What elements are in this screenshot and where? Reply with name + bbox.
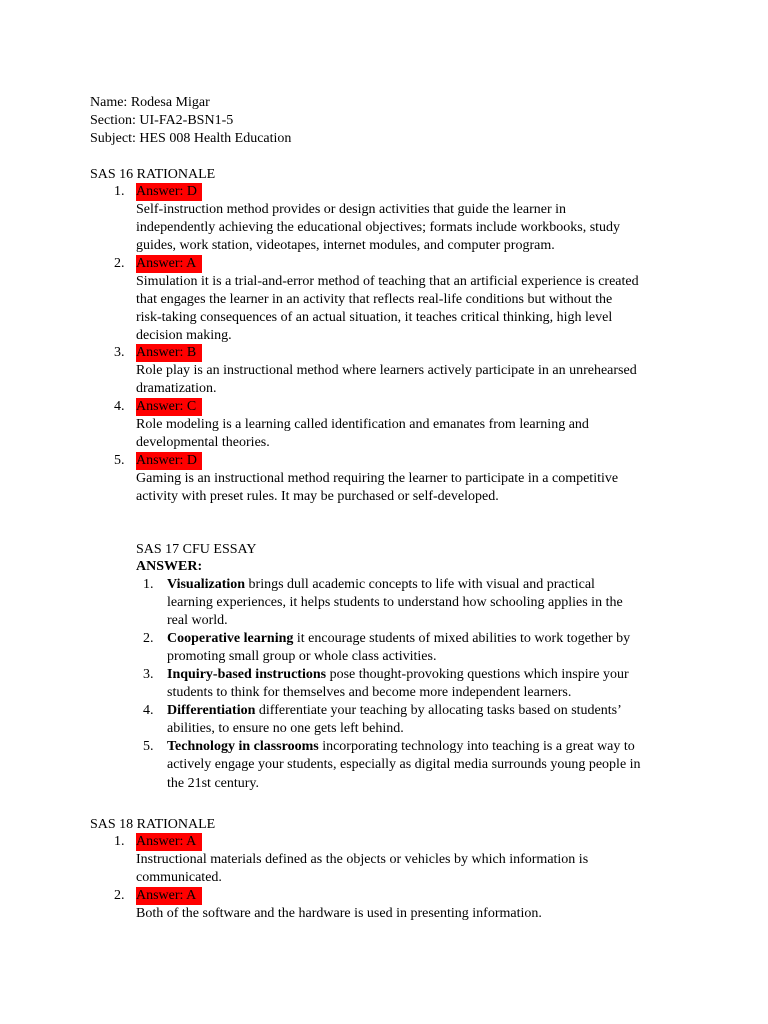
sas16-item3-number: 3.: [114, 345, 125, 360]
sas17-item4-number: 4.: [143, 703, 154, 718]
sas16-item2-answer: Answer: A: [136, 255, 202, 273]
sas17-item1-number: 1.: [143, 577, 154, 592]
sas16-item1-answer: Answer: D: [136, 183, 202, 201]
sas17-item3-number: 3.: [143, 667, 154, 682]
sas17-item2-number: 2.: [143, 631, 154, 646]
student-subject: Subject: HES 008 Health Education: [90, 131, 292, 146]
sas16-item1-line3: guides, work station, videotapes, internet modules, and computer program.: [136, 238, 555, 253]
sas18-item2-answer: Answer: A: [136, 887, 202, 905]
sas16-item3-line2: dramatization.: [136, 381, 217, 396]
sas17-title: SAS 17 CFU ESSAY: [136, 542, 257, 557]
sas18-item2-number: 2.: [114, 888, 125, 903]
sas17-item5-first: incorporating technology into teaching is a great way to: [318, 739, 635, 754]
sas16-item1-number: 1.: [114, 184, 125, 199]
sas16-item2-line4: decision making.: [136, 328, 232, 343]
sas17-item5-number: 5.: [143, 739, 154, 754]
sas16-item3-line1: Role play is an instructional method where learners actively participate in an unrehearsed: [136, 363, 637, 378]
sas16-item4-line2: developmental theories.: [136, 435, 270, 450]
student-name: Name: Rodesa Migar: [90, 95, 210, 110]
sas18-item1-answer: Answer: A: [136, 833, 202, 851]
sas17-item4-term: Differentiation: [167, 703, 256, 718]
sas17-item4-line1: [167, 702, 622, 720]
sas17-item2-term: Cooperative learning: [167, 631, 294, 646]
sas18-item1-line1: Instructional materials defined as the objects or vehicles by which information is: [136, 852, 589, 867]
sas16-item5-number: 5.: [114, 453, 125, 468]
sas17-item1-first: brings dull academic concepts to life with visual and practical: [245, 577, 595, 592]
sas17-item4-first: differentiate your teaching by allocating tasks based on students’: [255, 703, 622, 718]
sas16-item5-line1: Gaming is an instructional method requiring the learner to participate in a competitive: [136, 471, 619, 486]
sas16-item5-answer: Answer: D: [136, 452, 202, 470]
sas17-item1-term: Visualization: [167, 577, 246, 592]
sas17-item5-line3: the 21st century.: [167, 776, 260, 791]
sas16-item3-answer: Answer: B: [136, 344, 202, 362]
sas17-item2-line1: [167, 630, 630, 648]
sas16-item2-line2: that engages the learner in an activity that reflects real-life conditions but without the: [136, 292, 613, 307]
sas17-item3-first: pose thought-provoking questions which inspire your: [326, 667, 629, 682]
sas16-item1-line1: Self-instruction method provides or design activities that guide the learner in: [136, 202, 567, 217]
sas16-item2-line1: Simulation it is a trial-and-error method of teaching that an artificial experience is created: [136, 274, 639, 289]
sas16-item2-number: 2.: [114, 256, 125, 271]
sas17-item3-line2: students to think for themselves and become more independent learners.: [167, 685, 572, 700]
sas17-item1-line2: learning experiences, it helps students to understand how schooling applies in the: [167, 595, 623, 610]
sas16-item2-line3: risk-taking consequences of an actual situation, it teaches critical thinking, high level: [136, 310, 613, 325]
sas18-item2-line1: Both of the software and the hardware is used in presenting information.: [136, 906, 542, 921]
sas17-item1-line1: [167, 576, 595, 594]
sas16-item5-line2: activity with preset rules. It may be purchased or self-developed.: [136, 489, 499, 504]
sas17-item5-line1: [167, 738, 635, 756]
sas17-item5-term: Technology in classrooms: [167, 739, 319, 754]
sas17-answer-label: ANSWER:: [136, 559, 203, 574]
sas16-item4-answer: Answer: C: [136, 398, 202, 416]
sas18-item1-number: 1.: [114, 834, 125, 849]
sas18-item1-line2: communicated.: [136, 870, 222, 885]
sas16-item4-line1: Role modeling is a learning called identification and emanates from learning and: [136, 417, 589, 432]
sas16-item4-number: 4.: [114, 399, 125, 414]
sas17-item3-term: Inquiry-based instructions: [167, 667, 327, 682]
sas16-title: SAS 16 RATIONALE: [90, 167, 216, 182]
sas18-title: SAS 18 RATIONALE: [90, 817, 216, 832]
sas16-item1-line2: independently achieving the educational objectives; formats include workbooks, study: [136, 220, 621, 235]
sas17-item3-line1: [167, 666, 629, 684]
sas17-item2-line2: promoting small group or whole class activities.: [167, 649, 437, 664]
sas17-item1-line3: real world.: [167, 613, 228, 628]
sas17-item4-line2: abilities, to ensure no one gets left behind.: [167, 721, 404, 736]
sas17-item2-first: it encourage students of mixed abilities to work together by: [293, 631, 631, 646]
sas17-item5-line2: actively engage your students, especially as digital media surrounds young people in: [167, 757, 641, 772]
student-section: Section: UI-FA2-BSN1-5: [90, 113, 234, 128]
